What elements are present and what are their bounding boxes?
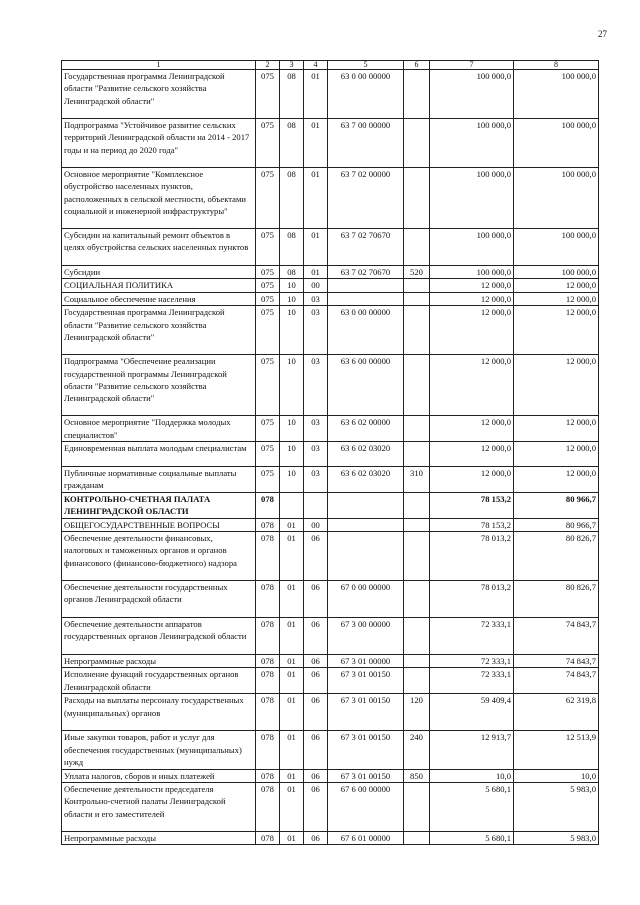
row-code-3: 01 (280, 581, 304, 618)
row-code-3: 01 (280, 655, 304, 668)
row-code-5: 67 3 01 00150 (328, 668, 404, 694)
row-amount-7: 100 000,0 (430, 266, 514, 279)
row-amount-7: 78 153,2 (430, 518, 514, 531)
column-header: 4 (304, 61, 328, 70)
row-code-4: 03 (304, 442, 328, 467)
row-amount-8: 12 000,0 (514, 355, 599, 416)
row-code-5 (328, 492, 404, 518)
row-name: Уплата налогов, сборов и иных платежей (62, 769, 256, 782)
row-code-2: 075 (256, 306, 280, 355)
column-header: 6 (404, 61, 430, 70)
row-code-3: 10 (280, 355, 304, 416)
row-code-6 (404, 168, 430, 229)
row-code-3: 01 (280, 668, 304, 694)
row-amount-7: 5 680,1 (430, 782, 514, 831)
table-row (62, 618, 599, 655)
row-code-5: 63 0 00 00000 (328, 306, 404, 355)
row-code-5: 63 7 02 00000 (328, 168, 404, 229)
row-code-6: 520 (404, 266, 430, 279)
row-code-2: 078 (256, 581, 280, 618)
row-code-4: 03 (304, 467, 328, 493)
row-amount-8: 74 843,7 (514, 655, 599, 668)
row-amount-8: 100 000,0 (514, 229, 599, 266)
row-code-5: 67 3 01 00150 (328, 769, 404, 782)
row-code-5: 67 0 00 00000 (328, 581, 404, 618)
row-code-6 (404, 518, 430, 531)
row-code-4: 01 (304, 266, 328, 279)
row-amount-8: 5 983,0 (514, 831, 599, 844)
row-amount-7: 78 013,2 (430, 532, 514, 581)
row-name: Единовременная выплата молодым специалистам (62, 442, 256, 467)
table-row (62, 581, 599, 618)
row-amount-7: 78 013,2 (430, 581, 514, 618)
row-code-6 (404, 618, 430, 655)
row-code-3: 01 (280, 769, 304, 782)
table-row (62, 467, 599, 493)
row-code-4: 03 (304, 416, 328, 442)
row-amount-8: 12 000,0 (514, 306, 599, 355)
table-row (62, 70, 599, 119)
row-code-4 (304, 492, 328, 518)
row-code-6 (404, 668, 430, 694)
row-amount-8: 12 513,9 (514, 731, 599, 769)
row-code-4: 03 (304, 355, 328, 416)
row-code-3: 01 (280, 518, 304, 531)
row-amount-8: 12 000,0 (514, 292, 599, 305)
row-code-6 (404, 229, 430, 266)
row-code-5: 63 7 02 70670 (328, 229, 404, 266)
table-row (62, 769, 599, 782)
row-code-6 (404, 279, 430, 292)
row-code-3 (280, 492, 304, 518)
row-code-4: 06 (304, 831, 328, 844)
row-amount-8: 5 983,0 (514, 782, 599, 831)
row-amount-7: 72 333,1 (430, 668, 514, 694)
row-code-6: 240 (404, 731, 430, 769)
header-row (62, 61, 599, 70)
row-amount-7: 72 333,1 (430, 618, 514, 655)
row-amount-7: 78 153,2 (430, 492, 514, 518)
row-code-3: 08 (280, 168, 304, 229)
row-amount-7: 12 000,0 (430, 355, 514, 416)
row-code-2: 078 (256, 518, 280, 531)
column-header: 1 (62, 61, 256, 70)
row-amount-8: 74 843,7 (514, 668, 599, 694)
row-name: Подпрограмма "Устойчивое развитие сельских территорий Ленинградской области на 2014 - 2017 годы и на период до 2020 года" (62, 119, 256, 168)
row-code-3: 10 (280, 442, 304, 467)
row-code-6 (404, 355, 430, 416)
column-header: 3 (280, 61, 304, 70)
table-row (62, 694, 599, 731)
table-row (62, 279, 599, 292)
row-name: Обеспечение деятельности аппаратов государственных органов Ленинградской области (62, 618, 256, 655)
row-code-3: 01 (280, 618, 304, 655)
row-code-6 (404, 442, 430, 467)
row-code-4: 01 (304, 229, 328, 266)
row-code-2: 075 (256, 119, 280, 168)
table-row (62, 229, 599, 266)
row-code-5 (328, 279, 404, 292)
row-name: Публичные нормативные социальные выплаты гражданам (62, 467, 256, 493)
row-name: Социальное обеспечение населения (62, 292, 256, 305)
row-name: Обеспечение деятельности председателя Контрольно-счетной палаты Ленинградской области и его заместителей (62, 782, 256, 831)
table-row (62, 119, 599, 168)
row-code-3: 08 (280, 119, 304, 168)
row-code-6 (404, 655, 430, 668)
row-code-4: 06 (304, 782, 328, 831)
row-code-2: 075 (256, 70, 280, 119)
row-name: Основное мероприятие "Комплексное обустройство населенных пунктов, расположенных в сельской местности, объектами социальной и инженерной инфраструктуры" (62, 168, 256, 229)
row-name: ОБЩЕГОСУДАРСТВЕННЫЕ ВОПРОСЫ (62, 518, 256, 531)
row-code-5: 67 3 00 00000 (328, 618, 404, 655)
row-name: СОЦИАЛЬНАЯ ПОЛИТИКА (62, 279, 256, 292)
table-row (62, 518, 599, 531)
row-code-5: 63 0 00 00000 (328, 70, 404, 119)
row-code-4: 00 (304, 279, 328, 292)
row-amount-7: 12 000,0 (430, 279, 514, 292)
row-code-5 (328, 532, 404, 581)
row-code-4: 01 (304, 70, 328, 119)
row-code-3: 01 (280, 731, 304, 769)
row-code-3: 10 (280, 279, 304, 292)
row-name: Иные закупки товаров, работ и услуг для обеспечения государственных (муниципальных) нужд (62, 731, 256, 769)
row-amount-8: 80 826,7 (514, 581, 599, 618)
table-row (62, 782, 599, 831)
row-code-6 (404, 416, 430, 442)
row-code-5: 63 6 02 03020 (328, 442, 404, 467)
row-amount-7: 100 000,0 (430, 229, 514, 266)
row-code-4: 06 (304, 668, 328, 694)
row-code-3: 08 (280, 229, 304, 266)
row-code-5: 63 7 00 00000 (328, 119, 404, 168)
row-code-6 (404, 119, 430, 168)
row-name: Государственная программа Ленинградской области "Развитие сельского хозяйства Ленинградской области" (62, 70, 256, 119)
row-code-3: 01 (280, 694, 304, 731)
column-header: 7 (430, 61, 514, 70)
row-code-5: 63 7 02 70670 (328, 266, 404, 279)
row-code-2: 075 (256, 442, 280, 467)
row-amount-8: 12 000,0 (514, 279, 599, 292)
row-code-4: 06 (304, 532, 328, 581)
row-amount-7: 72 333,1 (430, 655, 514, 668)
row-code-5: 67 6 00 00000 (328, 782, 404, 831)
row-code-4: 06 (304, 769, 328, 782)
row-code-6 (404, 492, 430, 518)
row-amount-7: 100 000,0 (430, 168, 514, 229)
row-amount-7: 12 000,0 (430, 467, 514, 493)
table-row (62, 266, 599, 279)
row-amount-7: 100 000,0 (430, 119, 514, 168)
row-code-5: 67 3 01 00000 (328, 655, 404, 668)
column-header: 8 (514, 61, 599, 70)
row-code-6 (404, 782, 430, 831)
table-row (62, 168, 599, 229)
row-name: Субсидии на капитальный ремонт объектов в целях обустройства сельских населенных пунктов (62, 229, 256, 266)
row-name: КОНТРОЛЬНО-СЧЕТНАЯ ПАЛАТА ЛЕНИНГРАДСКОЙ ОБЛАСТИ (62, 492, 256, 518)
row-code-3: 01 (280, 532, 304, 581)
row-amount-7: 10,0 (430, 769, 514, 782)
row-code-2: 075 (256, 467, 280, 493)
row-amount-8: 62 319,8 (514, 694, 599, 731)
row-code-4: 06 (304, 655, 328, 668)
row-amount-7: 59 409,4 (430, 694, 514, 731)
row-code-4: 03 (304, 306, 328, 355)
row-code-3: 08 (280, 266, 304, 279)
row-code-2: 075 (256, 229, 280, 266)
row-code-5: 67 3 01 00150 (328, 731, 404, 769)
budget-table (61, 60, 599, 845)
row-amount-8: 80 966,7 (514, 492, 599, 518)
table-row (62, 492, 599, 518)
row-code-2: 078 (256, 731, 280, 769)
row-amount-8: 80 966,7 (514, 518, 599, 531)
row-code-4: 01 (304, 119, 328, 168)
table-row (62, 655, 599, 668)
row-code-3: 10 (280, 416, 304, 442)
row-name: Обеспечение деятельности финансовых, налоговых и таможенных органов и органов финансового (финансово-бюджетного) надзора (62, 532, 256, 581)
row-amount-8: 100 000,0 (514, 168, 599, 229)
row-name: Обеспечение деятельности государственных органов Ленинградской области (62, 581, 256, 618)
table-row (62, 442, 599, 467)
table-row (62, 831, 599, 844)
table-row (62, 668, 599, 694)
row-amount-7: 12 000,0 (430, 292, 514, 305)
row-code-2: 078 (256, 769, 280, 782)
row-code-2: 075 (256, 279, 280, 292)
row-code-4: 06 (304, 618, 328, 655)
row-code-6 (404, 306, 430, 355)
row-code-2: 078 (256, 694, 280, 731)
row-code-2: 075 (256, 416, 280, 442)
row-code-2: 078 (256, 782, 280, 831)
row-name: Основное мероприятие "Поддержка молодых специалистов" (62, 416, 256, 442)
row-code-3: 08 (280, 70, 304, 119)
row-amount-7: 12 000,0 (430, 442, 514, 467)
row-amount-8: 10,0 (514, 769, 599, 782)
row-code-4: 06 (304, 581, 328, 618)
row-code-3: 10 (280, 306, 304, 355)
row-amount-8: 100 000,0 (514, 266, 599, 279)
row-code-5: 63 6 00 00000 (328, 355, 404, 416)
row-name: Субсидии (62, 266, 256, 279)
row-code-2: 075 (256, 292, 280, 305)
row-name: Непрограммные расходы (62, 655, 256, 668)
row-code-2: 078 (256, 831, 280, 844)
row-amount-8: 100 000,0 (514, 70, 599, 119)
table-row (62, 306, 599, 355)
row-code-5: 63 6 02 03020 (328, 467, 404, 493)
row-amount-7: 100 000,0 (430, 70, 514, 119)
table-row (62, 416, 599, 442)
table-row (62, 292, 599, 305)
column-header: 2 (256, 61, 280, 70)
column-header: 5 (328, 61, 404, 70)
row-code-2: 075 (256, 168, 280, 229)
row-amount-7: 12 913,7 (430, 731, 514, 769)
row-code-2: 075 (256, 266, 280, 279)
row-name: Исполнение функций государственных органов Ленинградской области (62, 668, 256, 694)
row-amount-8: 12 000,0 (514, 442, 599, 467)
row-amount-7: 5 680,1 (430, 831, 514, 844)
row-code-5: 67 3 01 00150 (328, 694, 404, 731)
row-code-4: 03 (304, 292, 328, 305)
row-code-2: 078 (256, 492, 280, 518)
row-amount-7: 12 000,0 (430, 416, 514, 442)
page-number: 27 (598, 29, 607, 39)
row-code-3: 01 (280, 782, 304, 831)
row-code-6: 120 (404, 694, 430, 731)
row-name: Расходы на выплаты персоналу государственных (муниципальных) органов (62, 694, 256, 731)
row-code-2: 078 (256, 655, 280, 668)
row-code-6: 850 (404, 769, 430, 782)
row-code-6 (404, 70, 430, 119)
row-amount-8: 12 000,0 (514, 416, 599, 442)
row-amount-7: 12 000,0 (430, 306, 514, 355)
row-amount-8: 74 843,7 (514, 618, 599, 655)
row-code-5 (328, 292, 404, 305)
table-row (62, 532, 599, 581)
row-code-6 (404, 292, 430, 305)
row-code-4: 00 (304, 518, 328, 531)
row-code-4: 01 (304, 168, 328, 229)
row-name: Подпрограмма "Обеспечение реализации государственной программы Ленинградской области "Развитие сельского хозяйства Ленинградской области" (62, 355, 256, 416)
row-code-2: 075 (256, 355, 280, 416)
row-code-2: 078 (256, 618, 280, 655)
row-code-6 (404, 532, 430, 581)
row-amount-8: 100 000,0 (514, 119, 599, 168)
row-code-2: 078 (256, 668, 280, 694)
row-amount-8: 12 000,0 (514, 467, 599, 493)
row-amount-8: 80 826,7 (514, 532, 599, 581)
row-name: Государственная программа Ленинградской области "Развитие сельского хозяйства Ленинградской области" (62, 306, 256, 355)
table-row (62, 731, 599, 769)
table-body (62, 70, 599, 845)
row-code-4: 06 (304, 731, 328, 769)
row-code-3: 01 (280, 831, 304, 844)
row-code-4: 06 (304, 694, 328, 731)
row-code-5: 63 6 02 00000 (328, 416, 404, 442)
row-code-3: 10 (280, 467, 304, 493)
row-code-6 (404, 581, 430, 618)
row-code-3: 10 (280, 292, 304, 305)
table-row (62, 355, 599, 416)
row-code-6 (404, 831, 430, 844)
row-code-5 (328, 518, 404, 531)
row-code-2: 078 (256, 532, 280, 581)
row-code-5: 67 6 01 00000 (328, 831, 404, 844)
row-code-6: 310 (404, 467, 430, 493)
row-name: Непрограммные расходы (62, 831, 256, 844)
